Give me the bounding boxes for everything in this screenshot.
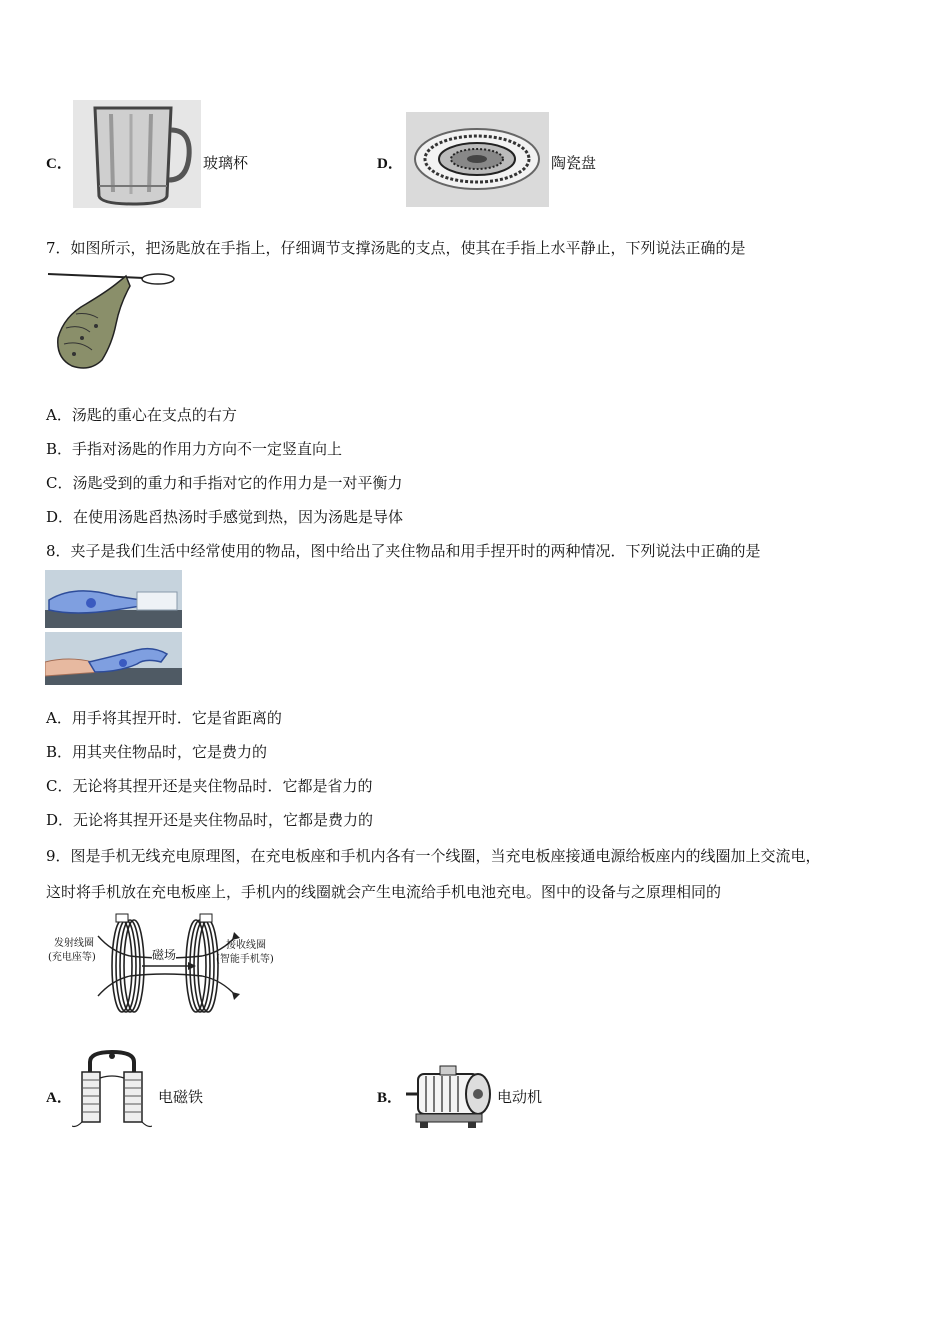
option-label: C． bbox=[46, 156, 72, 172]
q9-stem-line-1: 9．图是手机无线充电原理图，在充电板座和手机内各有一个线圈，当充电板座接通电源给板座内的线圈加上交流电， bbox=[46, 847, 821, 865]
clip-holding-object-image bbox=[45, 570, 182, 628]
option-text: 电磁铁 bbox=[158, 1088, 204, 1106]
electromagnet-image bbox=[72, 1048, 152, 1130]
q8-option-c: C．无论将其捏开还是夹住物品时．它都是省力的 bbox=[46, 777, 373, 795]
option-text: 玻璃杯 bbox=[203, 154, 249, 172]
transmit-coil-sublabel: (充电座等) bbox=[48, 952, 96, 963]
glass-cup-image bbox=[73, 100, 201, 208]
option-text: 电动机 bbox=[497, 1088, 543, 1106]
spoon-on-finger-image bbox=[46, 268, 176, 372]
option-label: B． bbox=[377, 1090, 403, 1106]
electric-motor-image bbox=[406, 1060, 494, 1130]
q7-option-d: D．在使用汤匙舀热汤时手感觉到热，因为汤匙是导体 bbox=[46, 508, 404, 526]
q7-option-c: C．汤匙受到的重力和手指对它的作用力是一对平衡力 bbox=[46, 474, 403, 492]
q7-stem: 7．如图所示，把汤匙放在手指上，仔细调节支撑汤匙的支点，使其在手指上水平静止，下列说法正确的是 bbox=[46, 239, 746, 257]
receive-coil-label: 接收线圈 bbox=[226, 940, 266, 951]
q9-stem-line-2: 这时将手机放在充电板座上，手机内的线圈就会产生电流给手机电池充电。图中的设备与之原理相同的 bbox=[46, 883, 722, 901]
q8-option-d: D．无论将其捏开还是夹住物品时，它都是费力的 bbox=[46, 811, 374, 829]
option-text: 陶瓷盘 bbox=[551, 154, 597, 172]
receive-coil-sublabel: (智能手机等) bbox=[216, 954, 274, 965]
q7-option-b: B．手指对汤匙的作用力方向不一定竖直向上 bbox=[46, 440, 343, 458]
q8-stem: 8．夹子是我们生活中经常使用的物品，图中给出了夹住物品和用手捏开时的两种情况．下列说法中正确的是 bbox=[46, 542, 761, 560]
wireless-charging-diagram bbox=[46, 912, 286, 1020]
ceramic-plate-image bbox=[406, 112, 549, 207]
transmit-coil-label: 发射线圈 bbox=[54, 938, 94, 949]
q8-option-b: B．用其夹住物品时，它是费力的 bbox=[46, 743, 268, 761]
q8-option-a: A．用手将其捏开时．它是省距离的 bbox=[46, 709, 282, 727]
option-label: A． bbox=[46, 1090, 72, 1106]
magnetic-field-label: 磁场 bbox=[152, 948, 177, 962]
option-label: D． bbox=[377, 156, 403, 172]
clip-squeezed-by-hand-image bbox=[45, 632, 182, 685]
q7-option-a: A．汤匙的重心在支点的右方 bbox=[46, 406, 237, 424]
